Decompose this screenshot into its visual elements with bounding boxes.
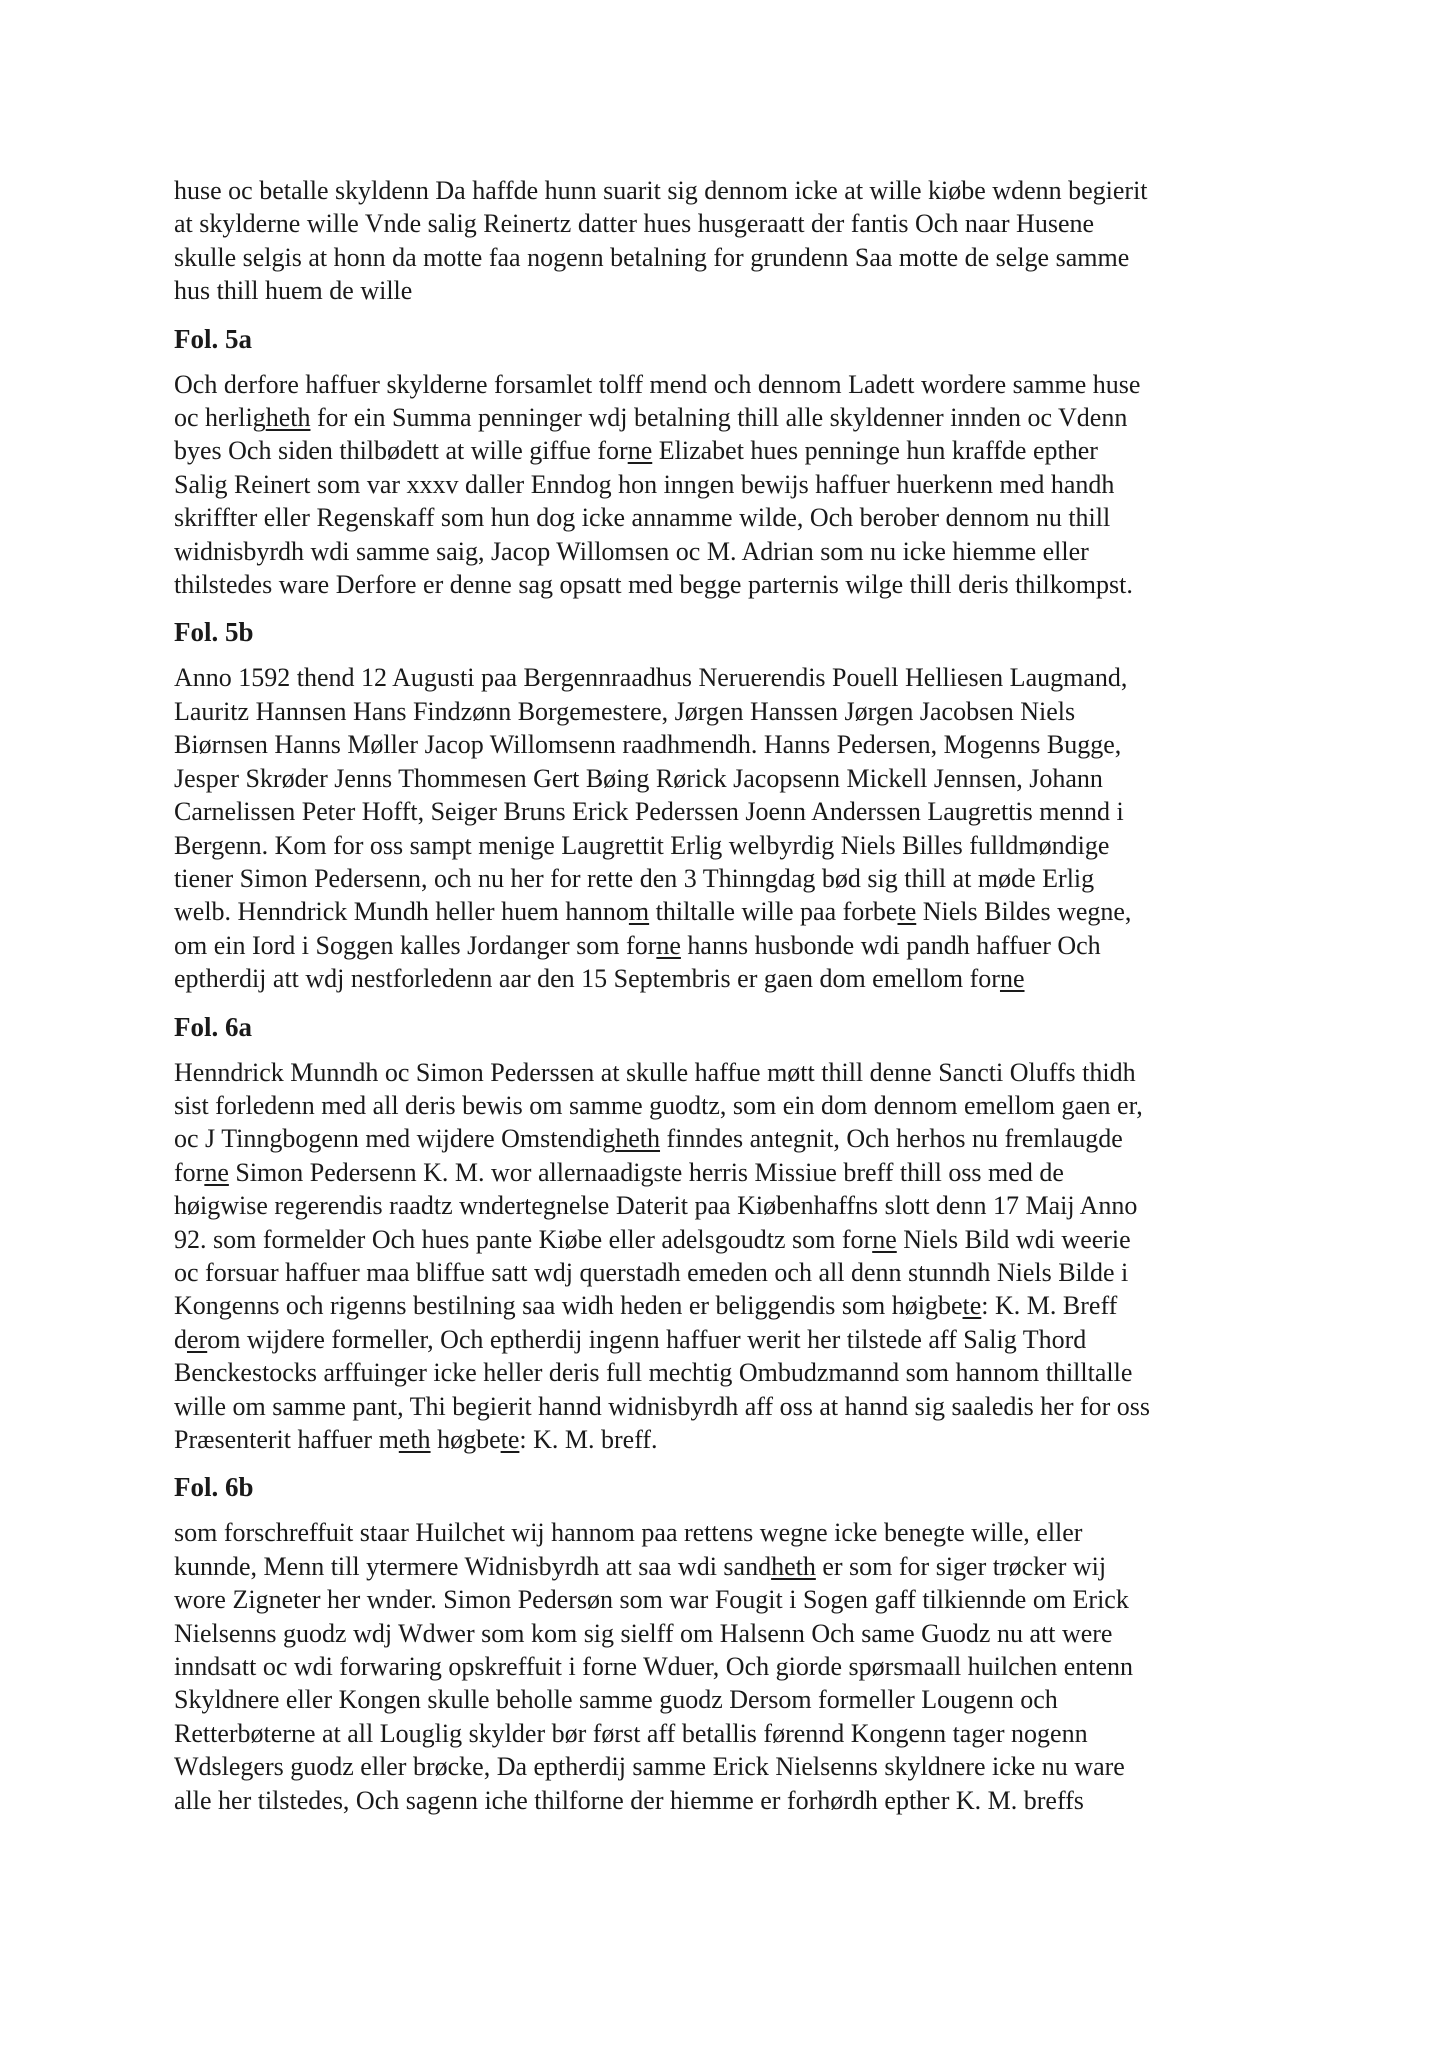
text-line [174, 274, 1304, 307]
text-line [174, 1089, 1304, 1122]
text-segment: Henndrick Munndh oc Simon Pederssen at skulle haffue møtt thill denne Sancti Oluffs thidh [174, 1057, 1136, 1087]
text-line [174, 568, 1304, 601]
underlined-abbreviation: ne [872, 1224, 897, 1254]
text-segment: tiener Simon Pedersenn, och nu her for rette den 3 Thinngdag bød sig thill at møde Erlig [174, 863, 1095, 893]
underlined-abbreviation: te [962, 1291, 982, 1321]
text-line [174, 1650, 1304, 1683]
text-segment: hanns husbonde wdi pandh haffuer Och [680, 930, 1101, 960]
text-segment: skulle selgis at honn da motte faa nogenn betalning for grundenn Saa motte de selge samme [174, 242, 1130, 272]
text-segment: finndes antegnit, Och herhos nu fremlaugde [660, 1124, 1123, 1154]
text-line [174, 1784, 1304, 1817]
text-segment: widnisbyrdh wdi samme saig, Jacop Willomsen oc M. Adrian som nu icke hiemme eller [174, 536, 1089, 566]
text-line [174, 1256, 1304, 1289]
text-segment: Niels Bild wdi weerie [896, 1224, 1131, 1254]
text-paragraph [174, 368, 1304, 602]
underlined-abbreviation: m [628, 897, 650, 927]
underlined-abbreviation: te [500, 1425, 520, 1454]
text-segment: 92. som formelder Och hues pante Kiøbe eller adelsgoudtz som for [174, 1224, 873, 1254]
text-line [174, 829, 1304, 862]
text-segment: Wdslegers guodz eller brøcke, Da eptherdij samme Erick Nielsenns skyldnere icke nu ware [174, 1752, 1125, 1782]
text-line [174, 207, 1304, 240]
text-line [174, 1156, 1304, 1189]
underlined-abbreviation: ne [999, 964, 1025, 994]
text-segment: skriffter eller Regenskaff som hun dog icke annamme wilde, Och berober dennom nu thill [174, 503, 1111, 533]
text-line [174, 762, 1304, 795]
underlined-abbreviation: te [897, 897, 917, 927]
text-segment: for [174, 1157, 205, 1187]
text-line [174, 929, 1304, 962]
underlined-abbreviation: heth [265, 403, 311, 433]
text-line [174, 862, 1304, 895]
text-segment: Skyldnere eller Kongen skulle beholle samme guodz Dersom formeller Lougenn och [174, 1685, 1058, 1715]
text-line [174, 434, 1304, 467]
text-segment: oc J Tinngbogenn med wijdere Omstendig [174, 1124, 616, 1154]
folio-heading: Fol. 6b [174, 1472, 254, 1503]
underlined-abbreviation: ne [627, 436, 653, 466]
text-segment: huse oc betalle skyldenn Da haffde hunn suarit sig dennom icke at wille kiøbe wdenn begierit [174, 176, 1148, 205]
text-line [174, 1717, 1304, 1750]
text-line [174, 368, 1304, 401]
text-segment: Simon Pedersenn K. M. wor allernaadigste herris Missiue breff thill oss med de [228, 1157, 1064, 1187]
text-segment: Elizabet hues penninge hun kraffde epther [652, 436, 1098, 466]
text-segment: wille om samme pant, Thi begierit hannd widnisbyrdh aff oss at hannd sig saaledis her for oss [174, 1391, 1151, 1421]
text-segment: inndsatt oc wdi forwaring opskreffuit i forne Wduer, Och giorde spørsmaall huilchen entenn [174, 1652, 1134, 1682]
underlined-abbreviation: ne [204, 1157, 229, 1187]
document-page [174, 174, 1304, 1817]
text-segment: at skylderne wille Vnde salig Reinertz datter hues husgeraatt der fantis Och naar Husene [174, 209, 1095, 239]
text-segment: byes Och siden thilbødett at wille giffue for [174, 436, 628, 466]
text-line [174, 401, 1304, 434]
text-line [174, 1122, 1304, 1155]
text-line [174, 1423, 1304, 1456]
text-segment: Præsenterit haffuer m [174, 1425, 399, 1454]
text-segment: høigwise regerendis raadtz wndertegnelse Daterit paa Kiøbenhaffns slott denn 17 Maij Anno [174, 1191, 1138, 1221]
text-segment: Retterbøterne at all Louglig skylder bør først aff betallis førennd Kongenn tager nogenn [174, 1718, 1088, 1748]
text-segment: wore Zigneter her wnder. Simon Pedersøn som war Fougit i Sogen gaff tilkiennde om Erick [174, 1585, 1129, 1615]
text-line [174, 1683, 1304, 1716]
text-line [174, 1617, 1304, 1650]
text-line [174, 1583, 1304, 1616]
text-segment: er som for siger trøcker wij [815, 1551, 1107, 1581]
text-paragraph [174, 661, 1304, 995]
text-segment: welb. Henndrick Mundh heller huem hanno [174, 897, 629, 927]
text-line [174, 795, 1304, 828]
text-segment: d [174, 1324, 187, 1354]
text-line [174, 1189, 1304, 1222]
text-segment: som forschreffuit staar Huilchet wij hannom paa rettens wegne icke benegte wille, eller [174, 1518, 1083, 1548]
text-segment: Carnelissen Peter Hofft, Seiger Bruns Erick Pederssen Joenn Anderssen Laugrettis mennd i [174, 797, 1124, 827]
text-segment: Bergenn. Kom for oss sampt menige Laugrettit Erlig welbyrdig Niels Billes fulldmøndige [174, 830, 1110, 860]
text-line [174, 1056, 1304, 1089]
text-line [174, 501, 1304, 534]
text-segment: : K. M. Breff [981, 1291, 1118, 1321]
text-segment: om wijdere formeller, Och eptherdij ingenn haffuer werit her tilstede aff Salig Thord [207, 1324, 1087, 1354]
text-segment: eptherdij att wdj nestforledenn aar den 15 Septembris er gaen dom emellom for [174, 964, 1000, 994]
underlined-abbreviation: er [187, 1324, 208, 1354]
text-line [174, 241, 1304, 274]
text-line [174, 962, 1304, 995]
text-segment: Biørnsen Hanns Møller Jacop Willomsenn raadhmendh. Hanns Pedersen, Mogenns Bugge, [174, 730, 1122, 760]
text-line [174, 1289, 1304, 1322]
text-segment: hus thill huem de wille [174, 276, 413, 306]
underlined-abbreviation: heth [615, 1124, 661, 1154]
text-line [174, 535, 1304, 568]
text-paragraph [174, 174, 1304, 308]
folio-heading: Fol. 5b [174, 617, 254, 648]
text-segment: : K. M. breff. [519, 1425, 658, 1454]
underlined-abbreviation: ne [656, 930, 681, 960]
text-line [174, 468, 1304, 501]
text-paragraph [174, 1056, 1304, 1457]
text-segment: Benckestocks arffuinger icke heller deris full mechtig Ombudzmannd som hannom thilltalle [174, 1358, 1133, 1388]
text-segment: Anno 1592 thend 12 Augusti paa Bergennraadhus Neruerendis Pouell Helliesen Laugmand, [174, 663, 1128, 693]
text-line [174, 174, 1304, 207]
text-line [174, 1550, 1304, 1583]
text-line [174, 728, 1304, 761]
text-segment: alle her tilstedes, Och sagenn iche thilforne der hiemme er forhørdh epther K. M. breffs [174, 1785, 1084, 1815]
text-segment: Och derfore haffuer skylderne forsamlet tolff mend och dennom Ladett wordere samme huse [174, 369, 1141, 399]
text-line [174, 1750, 1304, 1783]
text-segment: Nielsenns guodz wdj Wdwer som kom sig sielff om Halsenn Och same Guodz nu att were [174, 1618, 1113, 1648]
text-line [174, 1516, 1304, 1549]
underlined-abbreviation: eth [398, 1425, 431, 1454]
text-segment: oc forsuar haffuer maa bliffue satt wdj querstadh emeden och all denn stunndh Niels Bilde i [174, 1257, 1129, 1287]
text-segment: oc herlig [174, 403, 266, 433]
text-line [174, 661, 1304, 694]
text-segment: thilstedes ware Derfore er denne sag opsatt med begge parternis wilge thill deris thilkompst. [174, 570, 1133, 600]
text-segment: Jesper Skrøder Jenns Thommesen Gert Bøing Rørick Jacopsenn Mickell Jennsen, Johann [174, 763, 1103, 793]
text-segment: Niels Bildes wegne, [916, 897, 1132, 927]
text-line [174, 1356, 1304, 1389]
text-segment: kunnde, Menn till ytermere Widnisbyrdh att saa wdi sand [174, 1551, 772, 1581]
text-line [174, 895, 1304, 928]
text-segment: Salig Reinert som var xxxv daller Enndog hon inngen bewijs haffuer huerkenn med handh [174, 469, 1115, 499]
underlined-abbreviation: heth [771, 1551, 816, 1581]
text-segment: høgbe [430, 1425, 501, 1454]
text-segment: om ein Iord i Soggen kalles Jordanger som for [174, 930, 657, 960]
text-line [174, 1223, 1304, 1256]
folio-heading: Fol. 5a [174, 323, 252, 354]
text-segment: sist forledenn med all deris bewis om samme guodtz, som ein dom dennom emellom gaen er, [174, 1090, 1143, 1120]
text-segment: for ein Summa penninger wdj betalning thill alle skyldenner innden oc Vdenn [310, 403, 1128, 433]
text-line [174, 1323, 1304, 1356]
text-paragraph [174, 1516, 1304, 1817]
text-line [174, 695, 1304, 728]
text-segment: Kongenns och rigenns bestilning saa widh heden er beliggendis som høigbe [174, 1291, 963, 1321]
text-segment: Lauritz Hannsen Hans Findzønn Borgemestere, Jørgen Hanssen Jørgen Jacobsen Niels [174, 696, 1076, 726]
text-line [174, 1390, 1304, 1423]
text-segment: thiltalle wille paa forbe [649, 897, 898, 927]
folio-heading: Fol. 6a [174, 1011, 252, 1042]
